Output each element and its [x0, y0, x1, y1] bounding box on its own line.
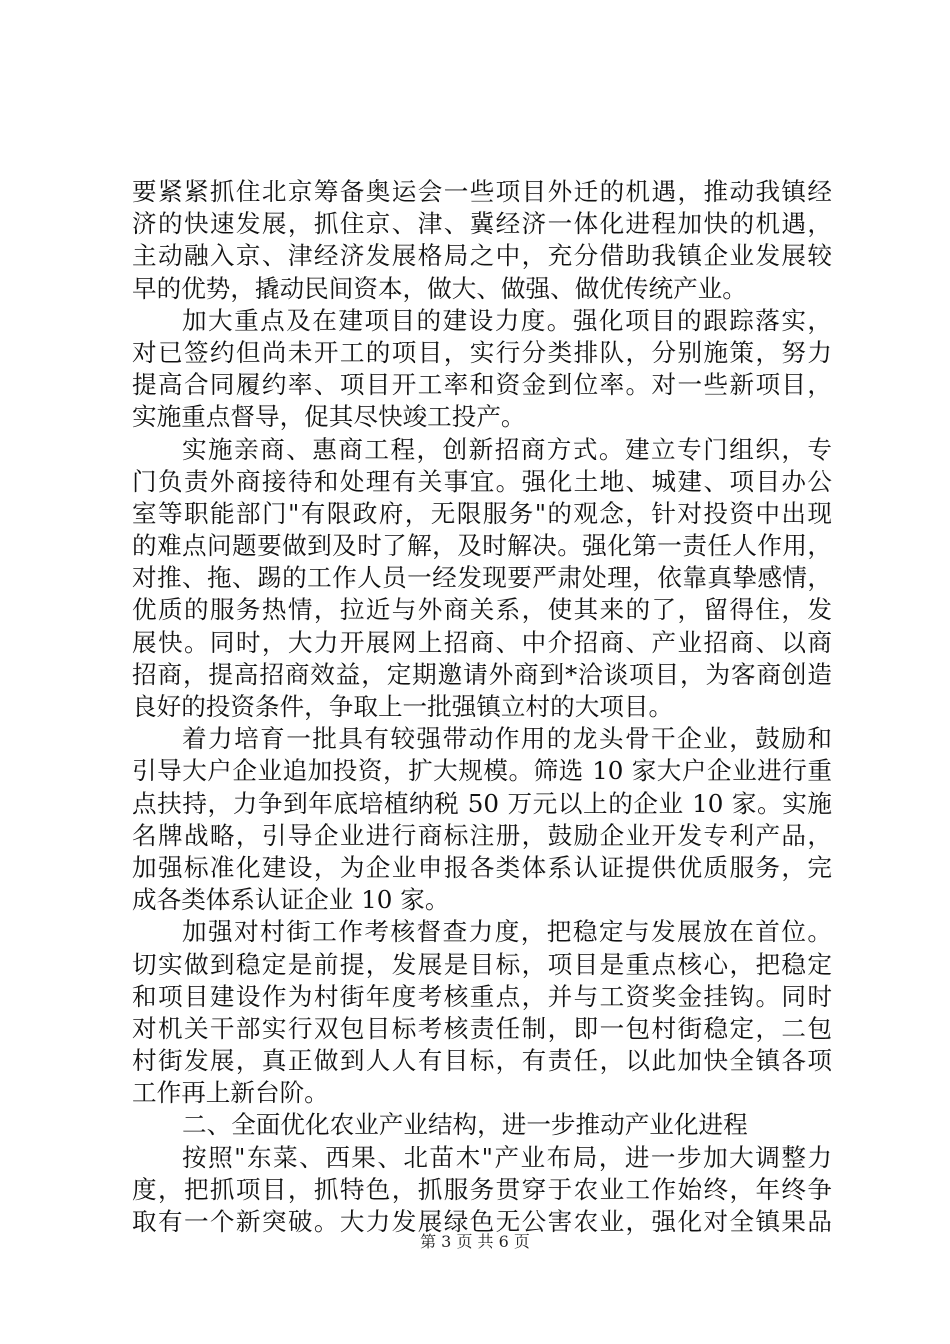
text-line: 实施亲商、惠商工程，创新招商方式。建立专门组织，专 [182, 434, 832, 464]
text-line: 对推、拖、踢的工作人员一经发现要严肃处理，依靠真挚感情， [132, 563, 832, 593]
text-line: 对机关干部实行双包目标考核责任制，即一包村街稳定，二包 [132, 1013, 832, 1043]
text-line: 济的快速发展，抓住京、津、冀经济一体化进程加快的机遇， [132, 209, 832, 239]
text-line: 良好的投资条件，争取上一批强镇立村的大项目。 [132, 692, 674, 721]
text-line: 着力培育一批具有较强带动作用的龙头骨干企业，鼓励和 [182, 724, 832, 754]
text-line: 按照"东菜、西果、北苗木"产业布局，进一步加大调整力 [182, 1142, 832, 1172]
text-line: 和项目建设作为村街年度考核重点，并与工资奖金挂钩。同时 [132, 981, 832, 1011]
text-line: 主动融入京、津经济发展格局之中，充分借助我镇企业发展较 [132, 241, 832, 271]
text-line: 实施重点督导，促其尽快竣工投产。 [132, 402, 526, 432]
text-line: 加大重点及在建项目的建设力度。强化项目的跟踪落实， [182, 305, 832, 335]
text-line: 优质的服务热情，拉近与外商关系，使其来的了，留得住，发 [132, 595, 832, 625]
text-line: 点扶持，力争到年底培植纳税 50 万元以上的企业 10 家。实施 [132, 788, 832, 818]
text-line: 对已签约但尚未开工的项目，实行分类排队，分别施策，努力 [132, 337, 832, 367]
text-line: 二、全面优化农业产业结构，进一步推动产业化进程 [182, 1110, 748, 1140]
text-line: 加强对村街工作考核督查力度，把稳定与发展放在首位。 [182, 917, 832, 947]
text-line: 取有一个新突破。大力发展绿色无公害农业，强化对全镇果品 [132, 1207, 832, 1236]
text-line: 引导大户企业追加投资，扩大规模。筛选 10 家大户企业进行重 [132, 756, 832, 786]
text-line: 切实做到稳定是前提，发展是目标，项目是重点核心，把稳定 [132, 949, 832, 979]
text-line: 室等职能部门"有限政府，无限服务"的观念，针对投资中出现 [132, 498, 832, 528]
text-line: 村街发展，真正做到人人有目标，有责任，以此加快全镇各项 [132, 1046, 832, 1076]
text-line: 成各类体系认证企业 10 家。 [132, 885, 450, 915]
text-line: 的难点问题要做到及时了解，及时解决。强化第一责任人作用， [132, 531, 832, 561]
text-line: 展快。同时，大力开展网上招商、中介招商、产业招商、以商 [132, 627, 832, 657]
document-body [132, 176, 832, 1238]
text-line: 名牌战略，引导企业进行商标注册，鼓励企业开发专利产品， [132, 820, 832, 850]
text-line: 加强标准化建设，为企业申报各类体系认证提供优质服务，完 [132, 852, 832, 882]
text-line: 提高合同履约率、项目开工率和资金到位率。对一些新项目， [132, 370, 832, 400]
text-line: 早的优势，撬动民间资本，做大、做强、做优传统产业。 [132, 273, 747, 303]
text-line: 要紧紧抓住北京筹备奥运会一些项目外迁的机遇，推动我镇经 [132, 177, 832, 206]
text-line: 门负责外商接待和处理有关事宜。强化土地、城建、项目办公 [132, 466, 832, 496]
text-line: 招商，提高招商效益，定期邀请外商到*洽谈项目，为客商创造 [132, 659, 832, 689]
page-footer: 第 3 页 共 6 页 [420, 1232, 530, 1251]
text-line: 度，把抓项目，抓特色，抓服务贯穿于农业工作始终，年终争 [132, 1174, 832, 1204]
text-line: 工作再上新台阶。 [132, 1078, 329, 1108]
